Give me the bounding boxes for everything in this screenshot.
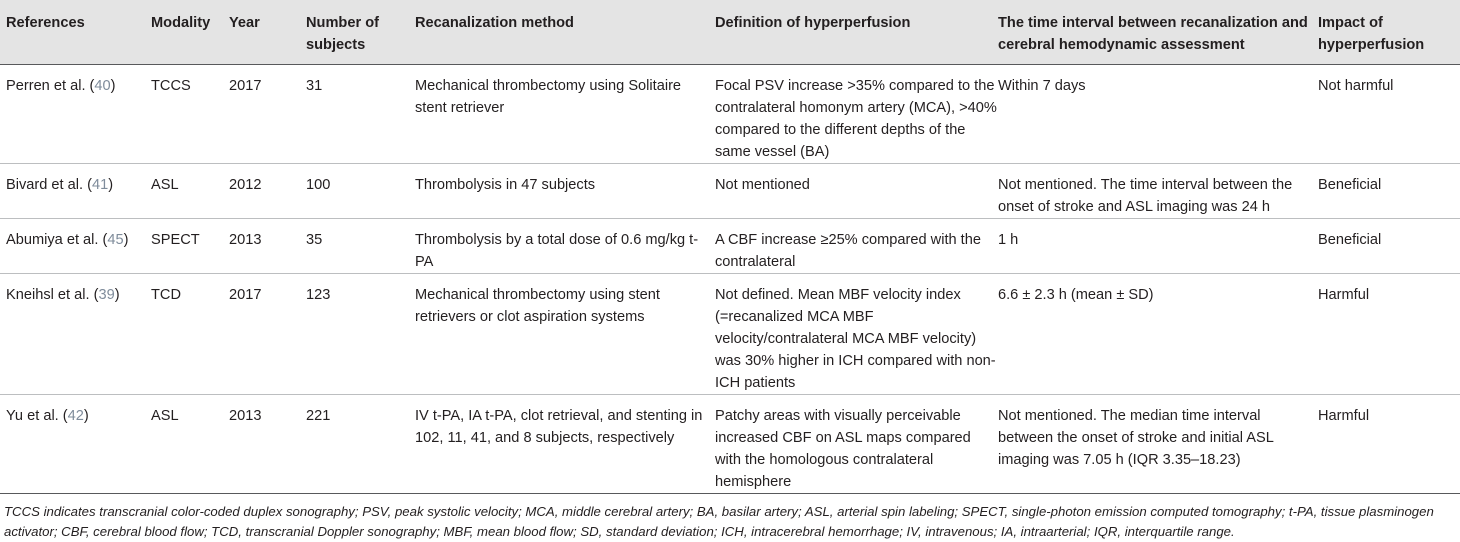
reference-link[interactable]: 40 — [94, 78, 111, 94]
year-cell: 2017 — [229, 78, 262, 94]
header-definition-of-hyperperfusion: Definition of hyperperfusion — [715, 0, 998, 65]
year-cell: 2017 — [229, 287, 262, 303]
reference-link[interactable]: 45 — [107, 232, 124, 248]
subjects-cell: 31 — [306, 78, 323, 94]
definition-cell: Not mentioned — [715, 177, 810, 193]
reference-link[interactable]: 42 — [67, 408, 84, 424]
definition-cell: Not defined. Mean MBF velocity index (=recanalized MCA MBF velocity/contralateral MCA MBF velocity) was 30% higher in ICH compared with non-ICH patients — [715, 287, 996, 391]
method-cell: Thrombolysis by a total dose of 0.6 mg/kg t-PA — [415, 232, 699, 270]
reference-author: Abumiya et al. ( — [6, 232, 108, 248]
modality-cell: SPECT — [151, 232, 200, 248]
method-cell: IV t-PA, IA t-PA, clot retrieval, and stenting in 102, 11, 41, and 8 subjects, respectively — [415, 408, 703, 446]
header-year: Year — [229, 0, 306, 65]
table-header — [0, 0, 1460, 65]
reference-cell — [0, 219, 151, 274]
reference-cell — [0, 274, 151, 395]
table-body — [0, 65, 1460, 494]
table-footnote: TCCS indicates transcranial color-coded duplex sonography; PSV, peak systolic velocity; MCA, middle cerebral artery; BA, basilar artery; ASL, arterial spin labeling; SPECT, single-photon emission computed tomography; t-PA, tissue plasminogen activator; CBF, cerebral blood flow; TCD, transcranial Doppler sonography; MBF, mean blood flow; SD, standard deviation; ICH, intracerebral hemorrhage; IV, intravenous; IA, intraarterial; IQR, interquartile range. — [4, 504, 1434, 539]
reference-close: ) — [110, 78, 116, 94]
impact-cell: Not harmful — [1318, 78, 1394, 94]
reference-close: ) — [123, 232, 129, 248]
impact-cell: Beneficial — [1318, 177, 1382, 193]
subjects-cell: 100 — [306, 177, 331, 193]
modality-cell: ASL — [151, 408, 179, 424]
impact-cell: Harmful — [1318, 287, 1370, 303]
reference-author: Kneihsl et al. ( — [6, 287, 99, 303]
definition-cell: A CBF increase ≥25% compared with the contralateral — [715, 232, 981, 270]
header-row — [0, 0, 1460, 65]
method-cell: Mechanical thrombectomy using Solitaire stent retriever — [415, 78, 682, 116]
table-row — [0, 274, 1460, 395]
method-cell: Mechanical thrombectomy using stent retrievers or clot aspiration systems — [415, 287, 660, 325]
header-time-interval: The time interval between recanalization and cerebral hemodynamic assessment — [998, 0, 1318, 65]
year-cell: 2013 — [229, 232, 262, 248]
year-cell: 2012 — [229, 177, 262, 193]
header-recanalization-method: Recanalization method — [415, 0, 715, 65]
method-cell: Thrombolysis in 47 subjects — [415, 177, 596, 193]
header-modality: Modality — [151, 0, 229, 65]
impact-cell: Harmful — [1318, 408, 1370, 424]
subjects-cell: 221 — [306, 408, 331, 424]
year-cell: 2013 — [229, 408, 262, 424]
reference-close: ) — [114, 287, 120, 303]
reference-cell — [0, 164, 151, 219]
modality-cell: TCCS — [151, 78, 191, 94]
reference-link[interactable]: 41 — [91, 177, 109, 193]
interval-cell: 6.6 ± 2.3 h (mean ± SD) — [998, 287, 1154, 303]
table-row — [0, 219, 1460, 274]
reference-close: ) — [83, 408, 89, 424]
reference-close: ) — [108, 177, 114, 193]
table-row — [0, 65, 1460, 164]
header-impact: Impact of hyperperfusion — [1318, 0, 1460, 65]
impact-cell: Beneficial — [1318, 232, 1382, 248]
header-number-of-subjects: Number of subjects — [306, 0, 415, 65]
table-row — [0, 395, 1460, 494]
interval-cell: Not mentioned. The time interval between the onset of stroke and ASL imaging was 24 h — [998, 177, 1293, 215]
interval-cell: Within 7 days — [998, 78, 1086, 94]
subjects-cell: 123 — [306, 287, 331, 303]
definition-cell: Focal PSV increase >35% compared to the contralateral homonym artery (MCA), >40% compared to the different depths of the same vessel (BA) — [715, 78, 997, 160]
reference-cell — [0, 65, 151, 164]
reference-cell — [0, 395, 151, 494]
reference-link[interactable]: 39 — [98, 287, 115, 303]
interval-cell: Not mentioned. The median time interval between the onset of stroke and initial ASL imaging was 7.05 h (IQR 3.35–18.23) — [998, 408, 1274, 468]
reference-author: Perren et al. ( — [6, 78, 95, 94]
reference-author: Yu et al. ( — [6, 408, 68, 424]
interval-cell: 1 h — [998, 232, 1019, 248]
definition-cell: Patchy areas with visually perceivable increased CBF on ASL maps compared with the homologous contralateral hemisphere — [715, 408, 971, 490]
table-row — [0, 164, 1460, 219]
modality-cell: TCD — [151, 287, 181, 303]
header-references: References — [0, 0, 151, 65]
modality-cell: ASL — [151, 177, 179, 193]
subjects-cell: 35 — [306, 232, 323, 248]
reference-author: Bivard et al. ( — [6, 177, 92, 193]
